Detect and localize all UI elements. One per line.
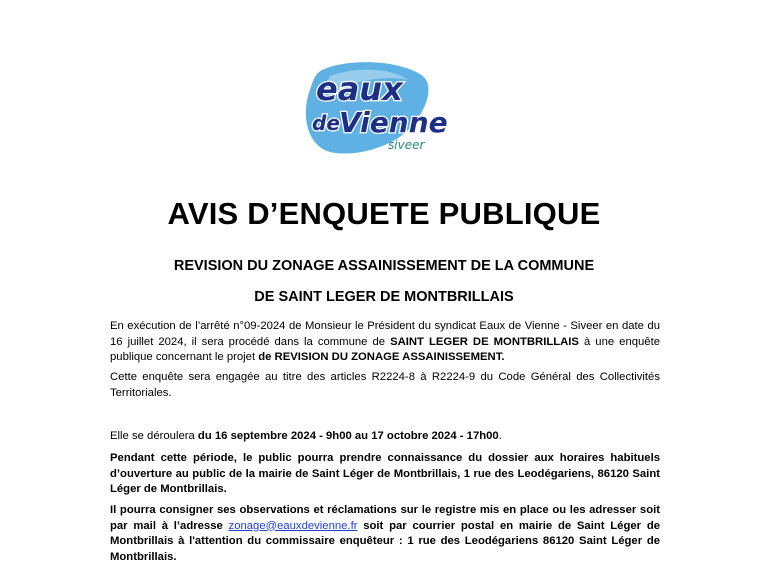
- page-title: AVIS D’ENQUETE PUBLIQUE: [167, 196, 601, 231]
- paragraph-dates: [110, 429, 660, 445]
- paragraph-consultation: Pendant cette période, le public pourra prendre connaissance du dossier aux horaires habituels d’ouverture au public de la mairie de Saint Léger de Montbrillais, 1 rue des Leodégariens, 86120 Saint Léger de Montbrillais.: [110, 452, 660, 495]
- p1-text-2: à une enquête publique concernant le projet: [110, 335, 660, 363]
- paragraph-arrete: [110, 319, 660, 366]
- eaux-de-vienne-logo: [300, 56, 470, 168]
- email-link[interactable]: zonage@eauxdevienne.fr: [228, 519, 358, 532]
- p3-text-2: .: [498, 430, 502, 442]
- logo-graphic: [300, 56, 470, 168]
- logo-word-siveer: siveer: [388, 138, 425, 152]
- p5-text-2: soit par courrier postal en mairie de Saint Léger de Montbrillais à l'attention du commissaire enquêteur : 1 rue des Leodégariens 86120 Saint Léger de Montbrillais.: [110, 519, 661, 563]
- p1-project-name: de REVISION DU ZONAGE ASSAINISSEMENT.: [258, 351, 505, 363]
- p5-text-1: Il pourra consigner ses observations et réclamations sur le registre mis en place ou les adresser soit par mail à l’adresse: [110, 504, 660, 532]
- p3-text-1: Elle se déroulera: [110, 430, 198, 442]
- p3-date-range: du 16 septembre 2024 - 9h00 au 17 octobre 2024 - 17h00: [197, 430, 499, 442]
- logo-word-eaux: eaux: [316, 70, 403, 108]
- subtitle-line-2: DE SAINT LEGER DE MONTBRILLAIS: [254, 289, 514, 305]
- p1-text-1: En exécution de l’arrêté n°09-2024 de Monsieur le Président du syndicat Eaux de Vienne - Siveer en date du 16 juillet 2024, il sera procédé dans la commune de: [110, 320, 660, 348]
- paragraph-legal-basis: Cette enquête sera engagée au titre des articles R2224-8 à R2224-9 du Code Général des Collectivités Territoriales.: [110, 371, 660, 399]
- p1-commune-name: SAINT LEGER DE MONTBRILLAIS: [390, 335, 579, 348]
- subtitle-line-1: REVISION DU ZONAGE ASSAINISSEMENT DE LA COMMUNE: [173, 258, 595, 274]
- paragraph-observations: [110, 503, 660, 565]
- logo-word-vienne: Vienne: [339, 106, 448, 139]
- logo-word-de: de: [312, 111, 340, 135]
